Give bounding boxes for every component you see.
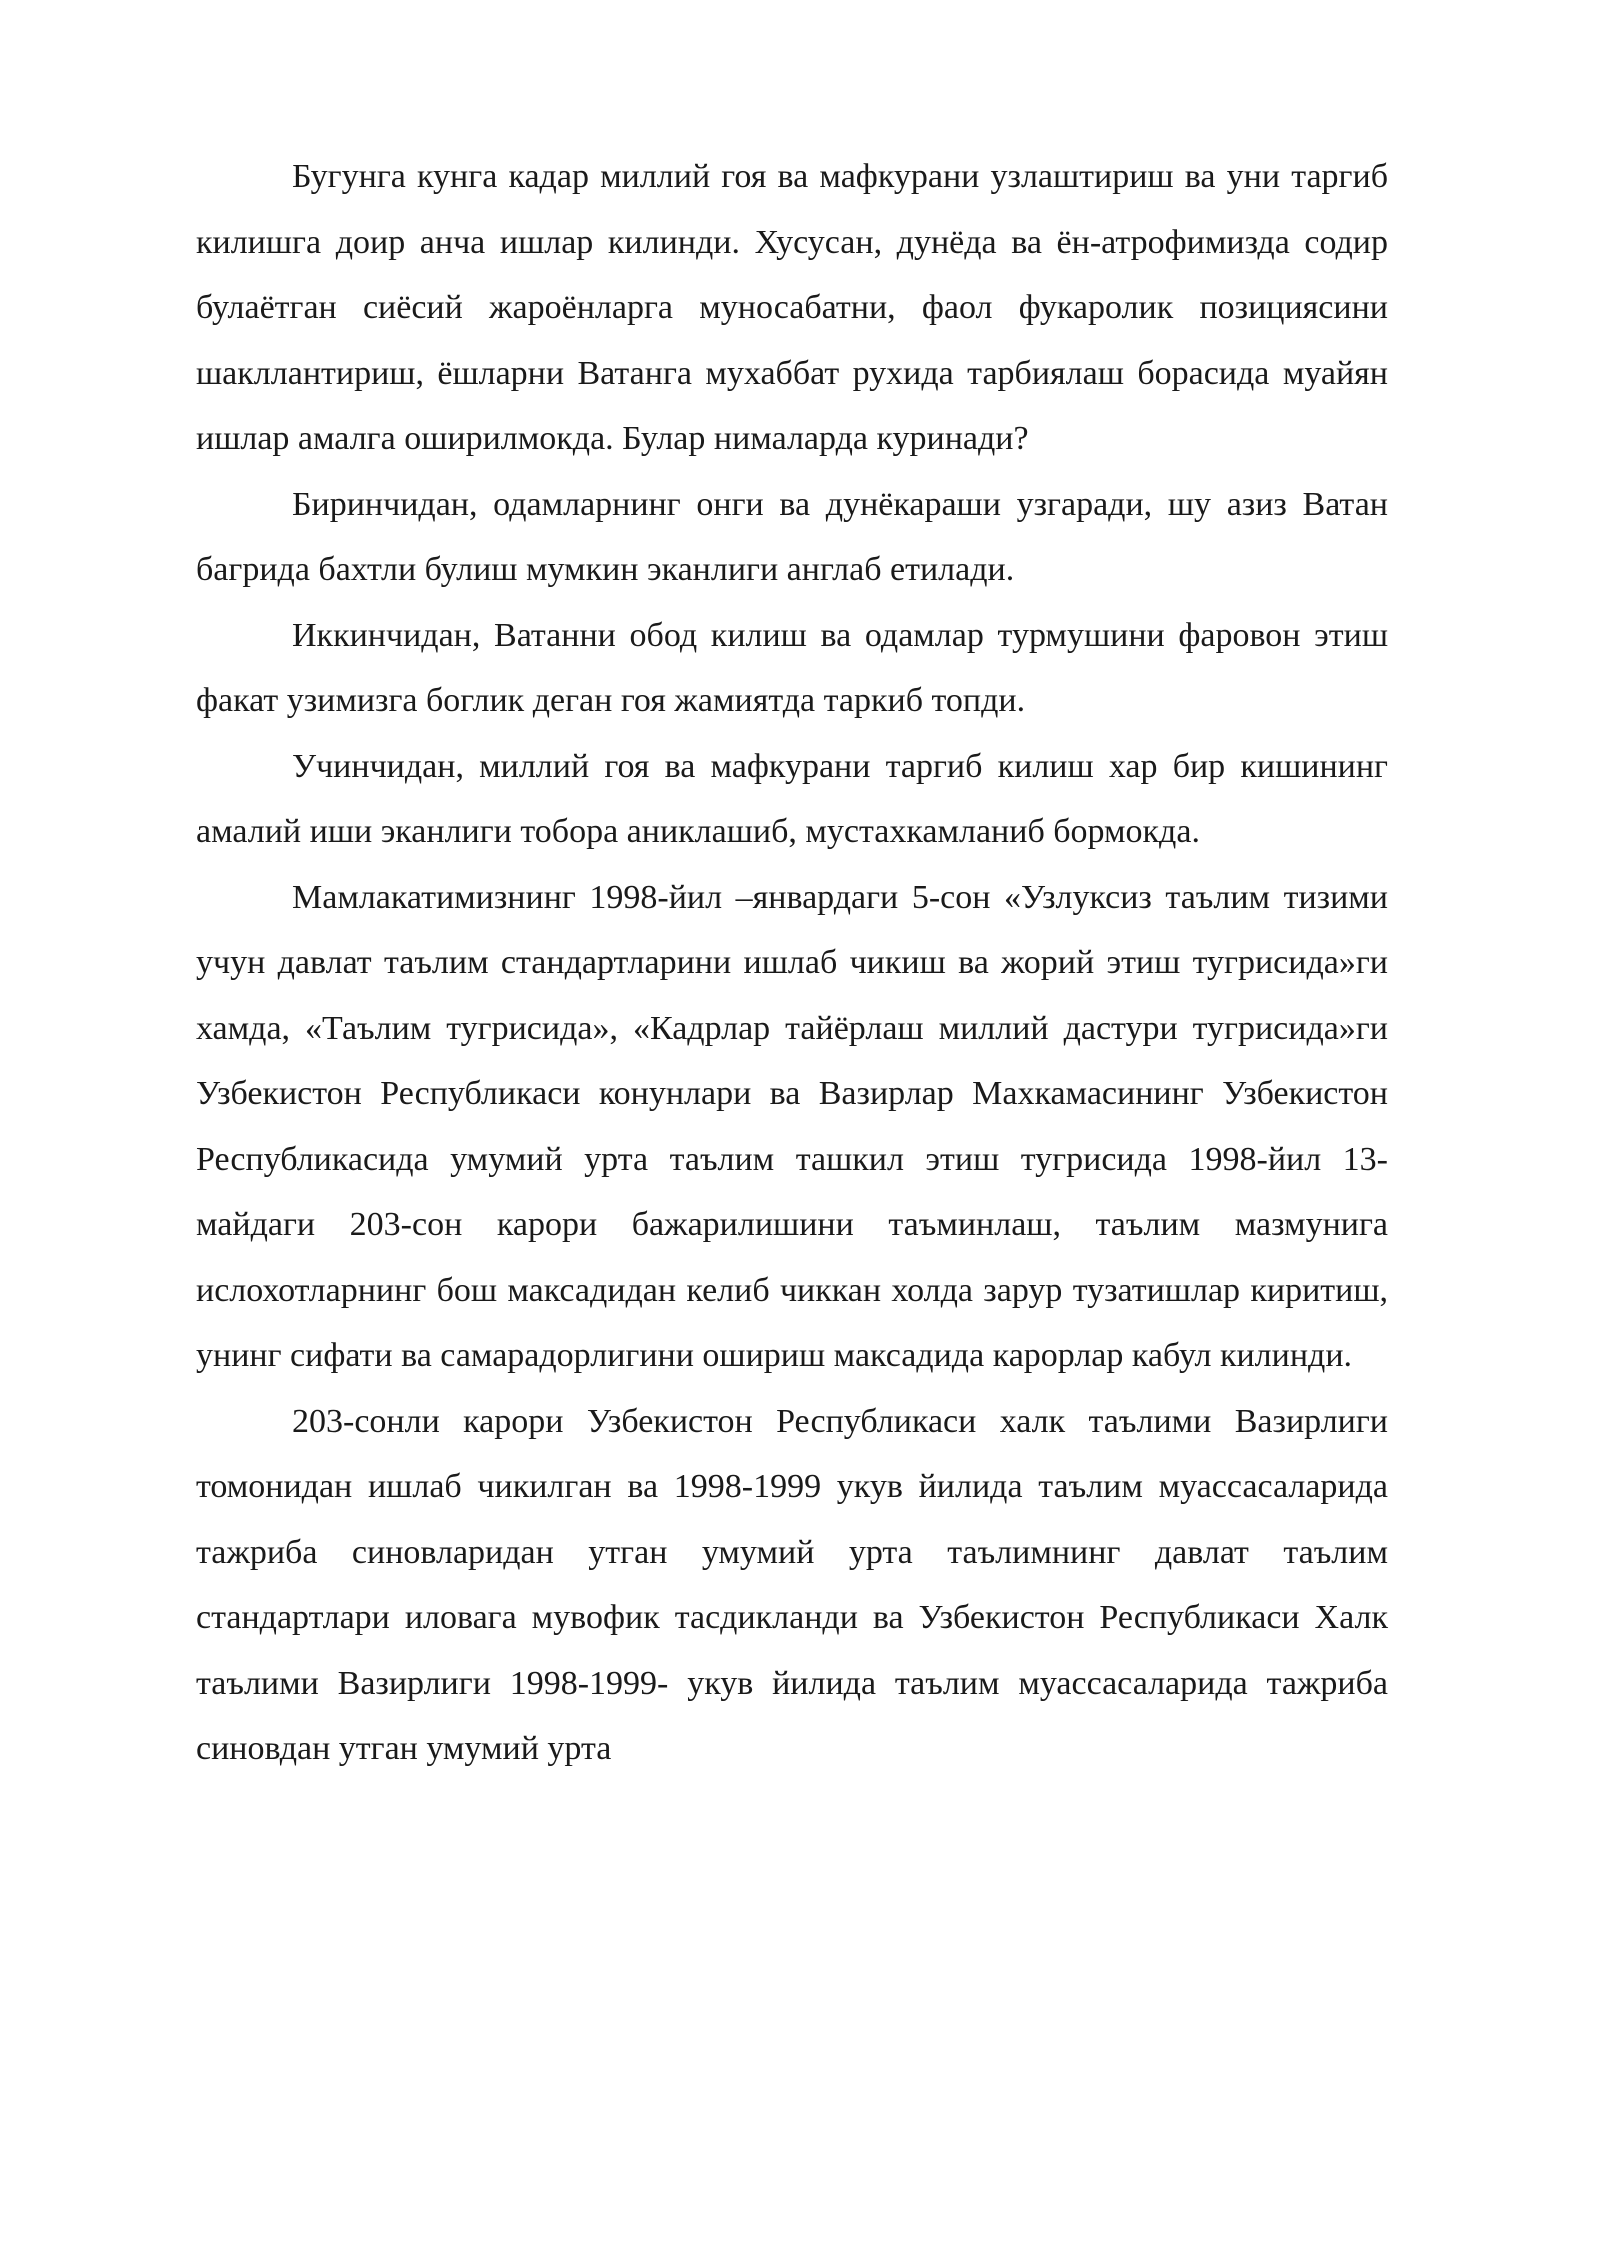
document-body <box>196 144 1388 1782</box>
paragraph-6: 203-сонли карори Узбекистон Республикаси халк таълими Вазирлиги томонидан ишлаб чикилган ва 1998-1999 укув йилида таълим муассасаларида тажриба синовларидан утган умумий урта таълимнинг давлат таълим стандартлари иловага мувофик тасдикланди ва Узбекистон Республикаси Халк таълими Вазирлиги 1998-1999- укув йилида таълим муассасаларида тажриба синовдан утган умумий урта <box>196 1402 1388 1767</box>
paragraph-3: Иккинчидан, Ватанни обод килиш ва одамлар турмушини фаровон этиш факат узимизга боглик деган гоя жамиятда таркиб топди. <box>196 616 1388 719</box>
paragraph-4: Учинчидан, миллий гоя ва мафкурани таргиб килиш хар бир кишининг амалий иши эканлиги тобора аниклашиб, мустахкамланиб бормокда. <box>196 747 1388 850</box>
paragraph-2: Биринчидан, одамларнинг онги ва дунёкараши узгаради, шу азиз Ватан багрида бахтли булиш мумкин эканлиги англаб етилади. <box>196 485 1388 588</box>
paragraph-1: Бугунга кунга кадар миллий гоя ва мафкурани узлаштириш ва уни таргиб килишга доир анча ишлар килинди. Хусусан, дунёда ва ён-атрофимизда содир булаётган сиёсий жароёнларга муносабатни, фаол фукаролик позициясини шакллантириш, ёшларни Ватанга мухаббат рухида тарбиялаш борасида муайян ишлар амалга оширилмокда. Булар нималарда куринади? <box>196 158 1388 457</box>
paragraph-5: Мамлакатимизнинг 1998-йил –январдаги 5-сон «Узлуксиз таълим тизими учун давлат таълим стандартларини ишлаб чикиш ва жорий этиш тугрисида»ги хамда, «Таълим тугрисида», «Кадрлар тайёрлаш миллий дастури тугрисида»ги Узбекистон Республикаси конунлари ва Вазирлар Махкамасининг Узбекистон Республикасида умумий урта таълим ташкил этиш тугрисида 1998-йил 13-майдаги 203-сон карори бажарилишини таъминлаш, таълим мазмунига ислохотларнинг бош максадидан келиб чиккан холда зарур тузатишлар киритиш, унинг сифати ва самарадорлигини ошириш максадида карорлар кабул килинди. <box>196 878 1388 1374</box>
